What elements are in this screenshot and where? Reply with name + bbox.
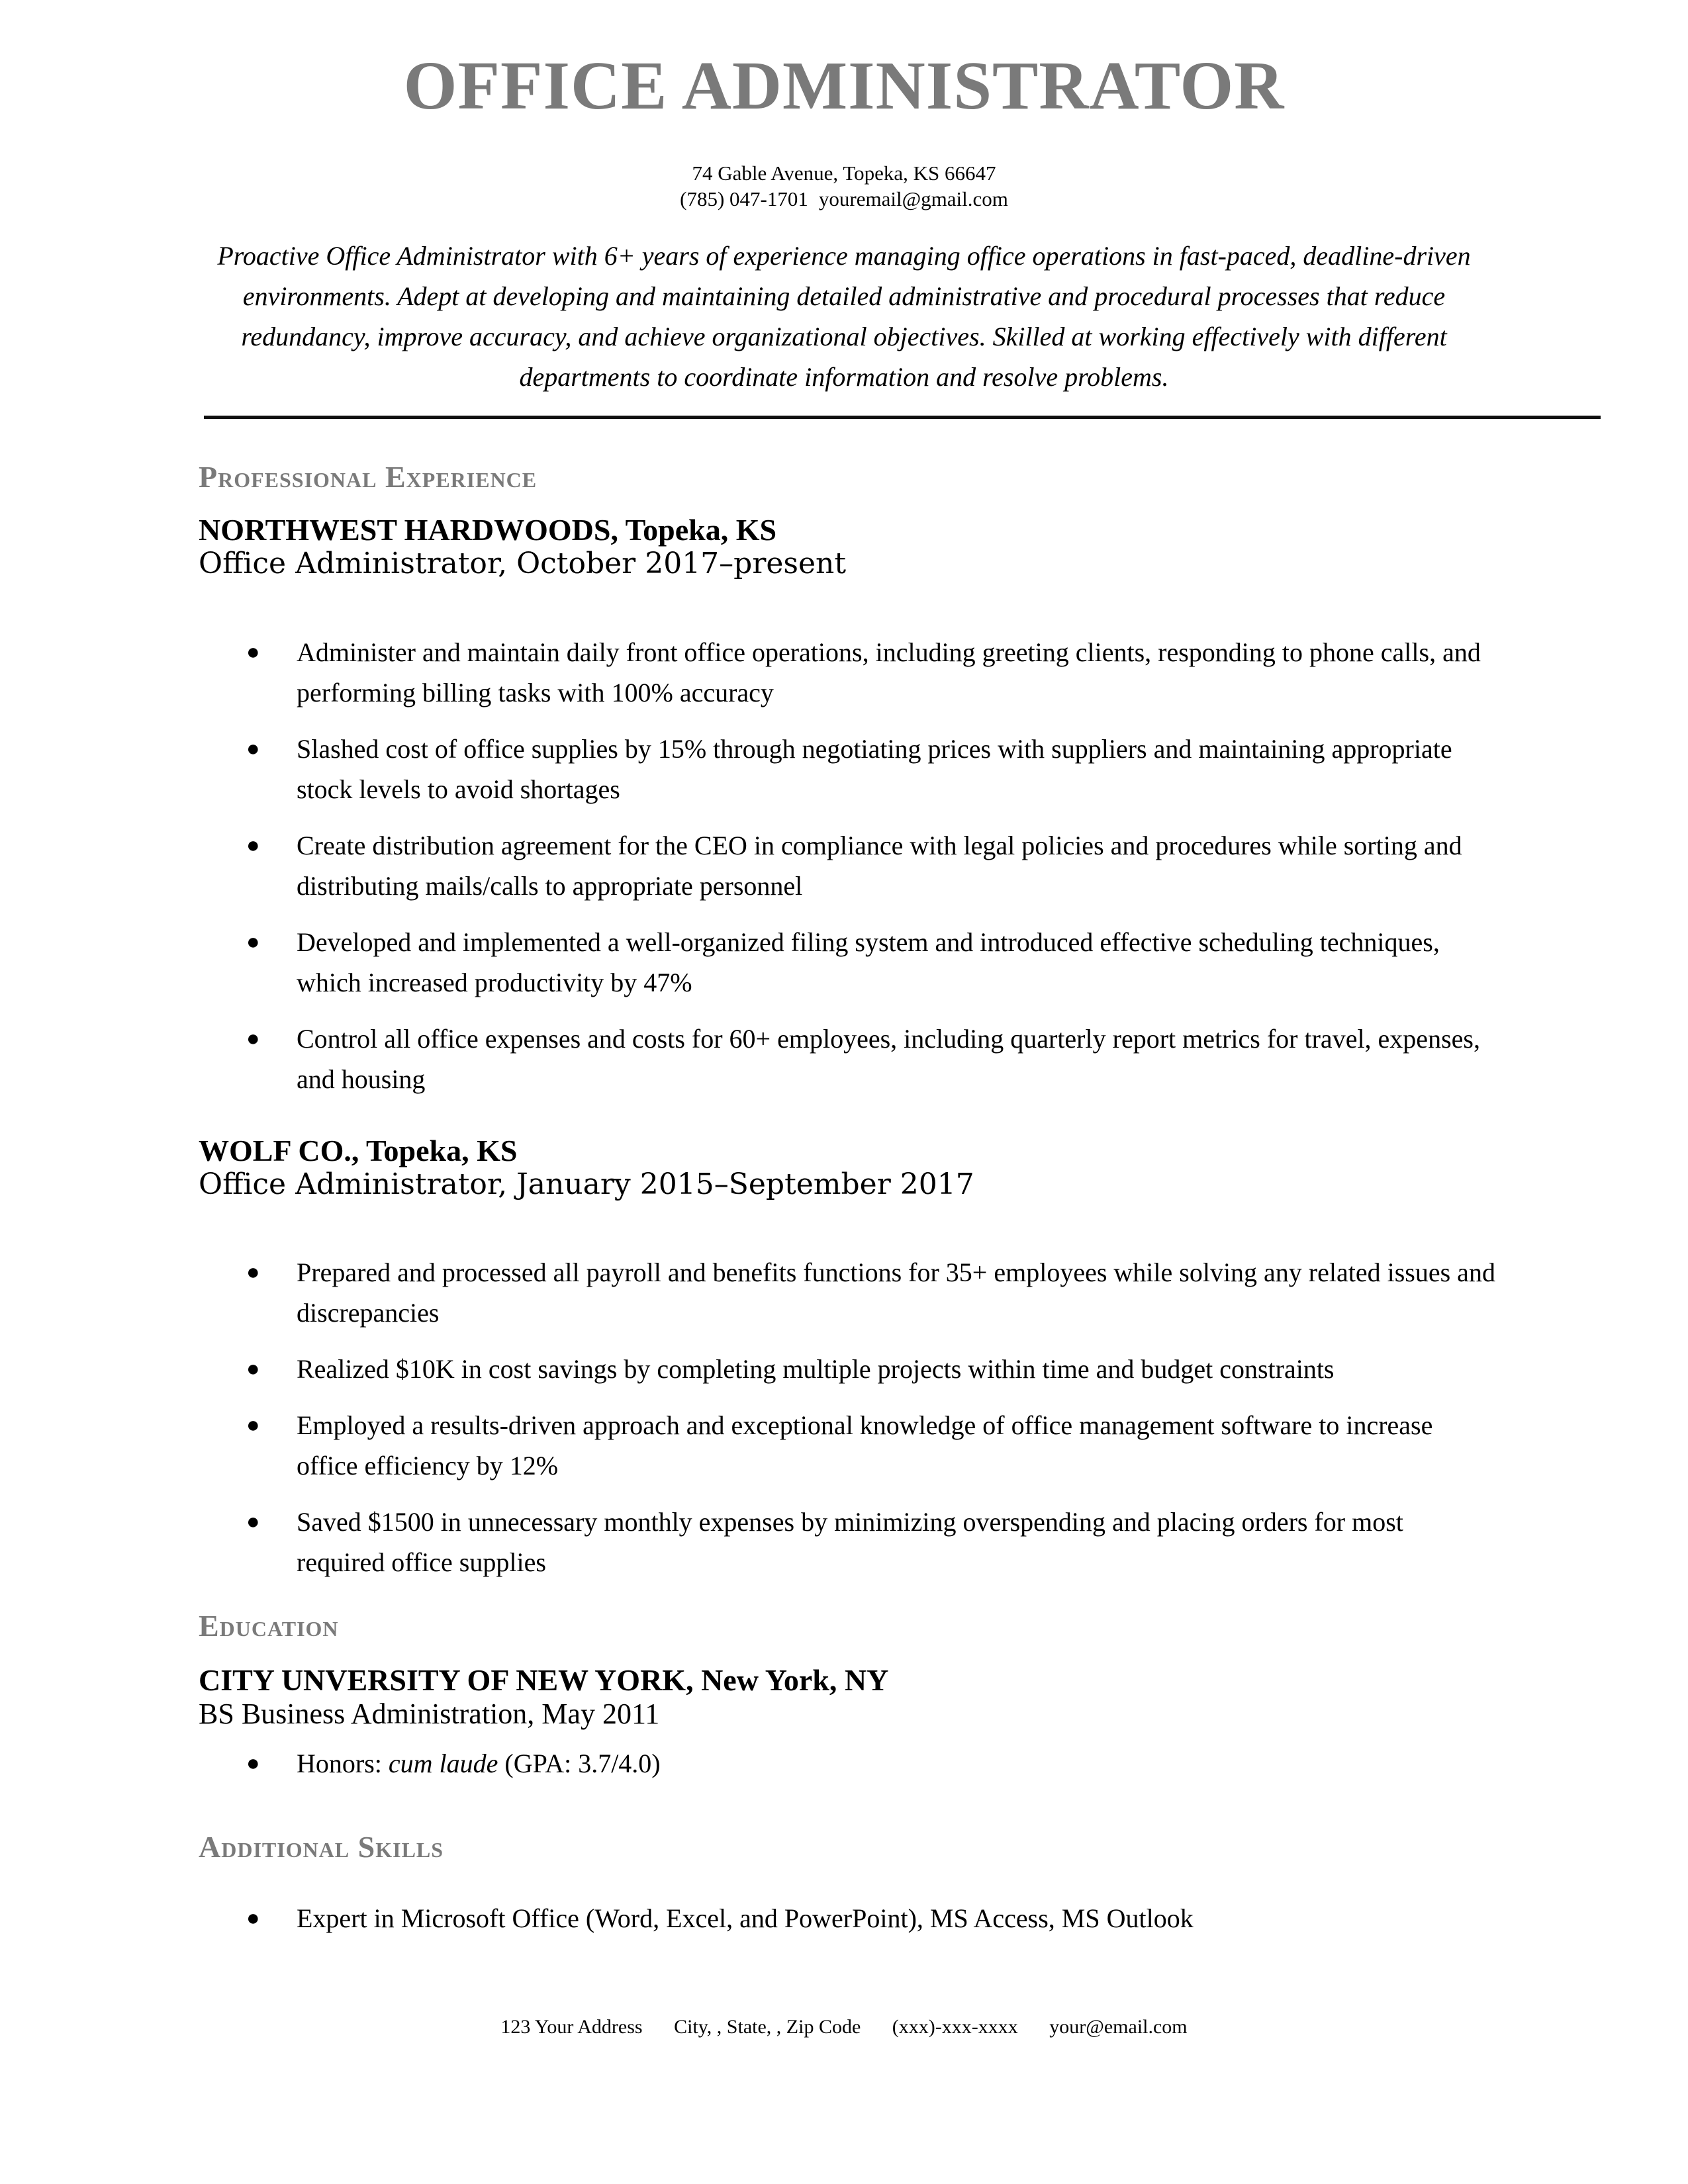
job-role: Office Administrator, October 2017–present: [199, 547, 847, 580]
list-item: ● Prepared and processed all payroll and benefits functions for 35+ employees while solving any related issues and discrepancies: [199, 1252, 1496, 1333]
footer-address: 123 Your Address: [500, 2016, 643, 2038]
bullet-icon: ●: [246, 1357, 260, 1381]
bullet-icon: ●: [246, 1751, 260, 1776]
section-heading-education: Education: [199, 1609, 339, 1643]
education-school: CITY UNVERSITY OF NEW YORK, New York, NY: [199, 1663, 889, 1697]
list-item: ● Create distribution agreement for the CEO in compliance with legal policies and procedures while sorting and distributing mails/calls to appropriate personnel: [199, 825, 1496, 906]
list-item: ● Administer and maintain daily front office operations, including greeting clients, responding to phone calls, and performing billing tasks with 100% accuracy: [199, 632, 1496, 713]
skills-bullets: [199, 1898, 1496, 1938]
list-item: ● Honors: cum laude (GPA: 3.7/4.0): [199, 1743, 1496, 1784]
list-item: ● Slashed cost of office supplies by 15% through negotiating prices with suppliers and maintaining appropriate stock levels to avoid shortages: [199, 729, 1496, 809]
contact-line: [0, 189, 1688, 209]
bullet-icon: ●: [246, 833, 260, 858]
bullet-icon: ●: [246, 1260, 260, 1285]
list-item: ● Expert in Microsoft Office (Word, Excel, and PowerPoint), MS Access, MS Outlook: [199, 1898, 1496, 1938]
footer-email: your@email.com: [1049, 2016, 1188, 2038]
list-item: ● Realized $10K in cost savings by completing multiple projects within time and budget constraints: [199, 1349, 1496, 1389]
footer-city: City, , State, , Zip Code: [674, 2016, 861, 2038]
job-bullets: [199, 1252, 1496, 1582]
education-bullets: [199, 1743, 1496, 1784]
bullet-icon: ●: [246, 1413, 260, 1437]
honors-value: cum laude: [388, 1749, 498, 1778]
contact-phone: (785) 047-1701: [680, 187, 808, 210]
bullet-icon: ●: [246, 1510, 260, 1534]
section-heading-experience: Professional Experience: [199, 460, 538, 494]
list-item: ● Developed and implemented a well-organized filing system and introduced effective scheduling techniques, which increased productivity by 47%: [199, 922, 1496, 1003]
list-item: ● Control all office expenses and costs for 60+ employees, including quarterly report metrics for travel, expenses, and housing: [199, 1019, 1496, 1099]
job-company: WOLF CO., Topeka, KS: [199, 1134, 518, 1167]
resume-title: OFFICE ADMINISTRATOR: [403, 48, 1285, 124]
bullet-icon: ●: [246, 640, 260, 664]
job-bullets: [199, 632, 1496, 1099]
job-role: Office Administrator, January 2015–September 2017: [199, 1167, 974, 1201]
footer-phone: (xxx)-xxx-xxxx: [892, 2016, 1018, 2038]
bullet-icon: ●: [246, 1026, 260, 1051]
list-item: ● Employed a results-driven approach and exceptional knowledge of office management software to increase office efficiency by 12%: [199, 1405, 1496, 1486]
section-heading-skills: Additional Skills: [199, 1830, 444, 1864]
contact-address: 74 Gable Avenue, Topeka, KS 66647: [692, 161, 996, 185]
education-degree: BS Business Administration, May 2011: [199, 1698, 660, 1730]
list-item: ● Saved $1500 in unnecessary monthly expenses by minimizing overspending and placing orders for most required office supplies: [199, 1502, 1496, 1582]
bullet-icon: ●: [246, 1906, 260, 1931]
bullet-icon: ●: [246, 737, 260, 761]
bullet-icon: ●: [246, 930, 260, 954]
page-footer: [0, 2017, 1688, 2037]
job-company: NORTHWEST HARDWOODS, Topeka, KS: [199, 513, 777, 547]
summary-paragraph: Proactive Office Administrator with 6+ years of experience managing office operations in fast-paced, deadline-driven environments. Adept at developing and maintaining detailed administrative and procedural processes that reduce redundancy, improve accuracy, and achieve organizational objectives. Skilled at working effectively with different departments to coordinate information and resolve problems.: [217, 241, 1471, 392]
header-divider: [204, 416, 1601, 419]
contact-email: youremail@gmail.com: [818, 187, 1008, 210]
